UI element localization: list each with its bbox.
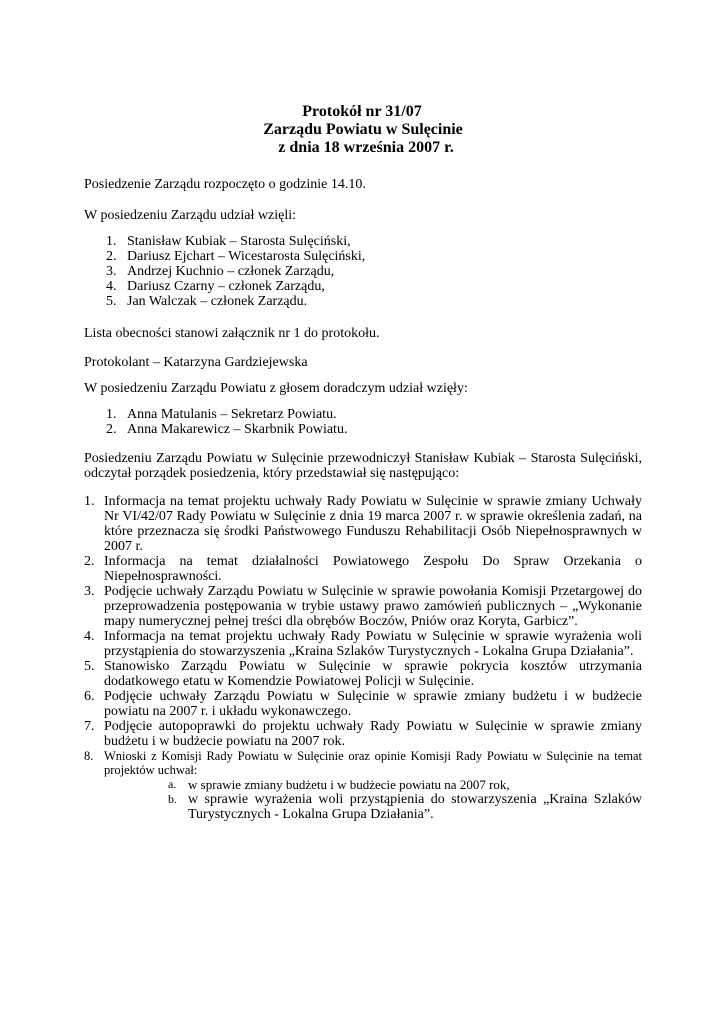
title-line-2: Zarządu Powiatu w Sulęcinie [263,121,463,138]
recorder-note: Protokolant – Katarzyna Gardziejewska [84,355,308,370]
title-line-3: z dnia 18 września 2007 r. [278,139,454,156]
opening-paragraph: Posiedzenie Zarządu rozpoczęto o godzinie 14.10. [84,177,366,192]
advisory-intro: W posiedzeniu Zarządu Powiatu z głosem doradczym udział wzięły: [84,381,468,396]
agenda-item: 1. Informacja na temat projektu uchwały Rady Powiatu w Sulęcinie w sprawie zmiany Uchwały Nr VI/42/07 Rady Powiatu w Sulęcinie z dnia 19 marca 2007 r. w sprawie określenia zadań, na które przeznacza się środki Państwowego Funduszu Rehabilitacji Osób Niepełnosprawnych w 2007 r. [84,494,642,554]
list-item: 3. Andrzej Kuchnio – członek Zarządu, [106,264,335,279]
agenda-subitem: b. w sprawie wyrażenia woli przystąpienia do stowarzyszenia „Kraina Szlaków Turystycznych - Lokalna Grupa Działania”. [168,792,642,822]
list-item: 4. Dariusz Czarny – członek Zarządu, [106,279,325,294]
agenda-item: 3. Podjęcie uchwały Zarządu Powiatu w Sulęcinie w sprawie powołania Komisji Przetargowej do przeprowadzenia postępowania w trybie ustawy prawo zamówień publicznych – „Wykonanie mapy numerycznej pełnej treści dla obrębów Boczów, Pniów oraz Koryta, Garbicz”. [84,584,642,629]
agenda-sublist [104,777,642,822]
list-item: 1. Stanisław Kubiak – Starosta Sulęciński, [106,234,351,249]
participants-list [84,234,640,309]
agenda-item: 5. Stanowisko Zarządu Powiatu w Sulęcinie w sprawie pokrycia kosztów utrzymania dodatkowego etatu w Komendzie Powiatowej Policji w Sulęcinie. [84,659,642,689]
agenda-subitem: a. w sprawie zmiany budżetu i w budżecie powiatu na 2007 rok, [168,777,510,792]
advisory-list [84,407,640,437]
agenda-item: 2. Informacja na temat działalności Powiatowego Zespołu Do Spraw Orzekania o Niepełnosprawności. [84,554,642,584]
agenda-item: 4. Informacja na temat projektu uchwały Rady Powiatu w Sulęcinie w sprawie wyrażenia woli przystąpienia do stowarzyszenia „Kraina Szlaków Turystycznych - Lokalna Grupa Działania”. [84,629,642,659]
list-item: 2. Anna Makarewicz – Skarbnik Powiatu. [106,422,348,437]
participants-intro: W posiedzeniu Zarządu udział wzięli: [84,208,296,223]
list-item: 1. Anna Matulanis – Sekretarz Powiatu. [106,407,337,422]
list-item: 2. Dariusz Ejchart – Wicestarosta Sulęciński, [106,249,366,264]
document-title [0,103,724,157]
title-line-1: Protokół nr 31/07 [302,103,422,120]
attendance-note: Lista obecności stanowi załącznik nr 1 do protokołu. [84,326,380,341]
chair-paragraph: Posiedzeniu Zarządu Powiatu w Sulęcinie przewodniczył Stanisław Kubiak – Starosta Sulęciński, odczytał porządek posiedzenia, który przedstawiał się następująco: [84,451,642,481]
agenda-item: 8. Wnioski z Komisji Rady Powiatu w Sulęcinie oraz opinie Komisji Rady Powiatu w Sulęcinie na temat projektów uchwał: a. w sprawie zmiany budżetu i w budżecie powiatu na 2007 rok, b. w sprawie wyrażenia woli przystąpienia do stowarzyszenia „Kraina Szlaków Turystycznych - Lokalna Grupa Działania”. [84,749,642,822]
agenda-item: 6. Podjęcie uchwały Zarządu Powiatu w Sulęcinie w sprawie zmiany budżetu i w budżecie powiatu na 2007 r. i układu wykonawczego. [84,689,642,719]
list-item: 5. Jan Walczak – członek Zarządu. [106,294,308,309]
agenda-item: 7. Podjęcie autopoprawki do projektu uchwały Rady Powiatu w Sulęcinie w sprawie zmiany budżetu i w budżecie powiatu na 2007 rok. [84,719,642,749]
agenda-list [84,494,642,822]
